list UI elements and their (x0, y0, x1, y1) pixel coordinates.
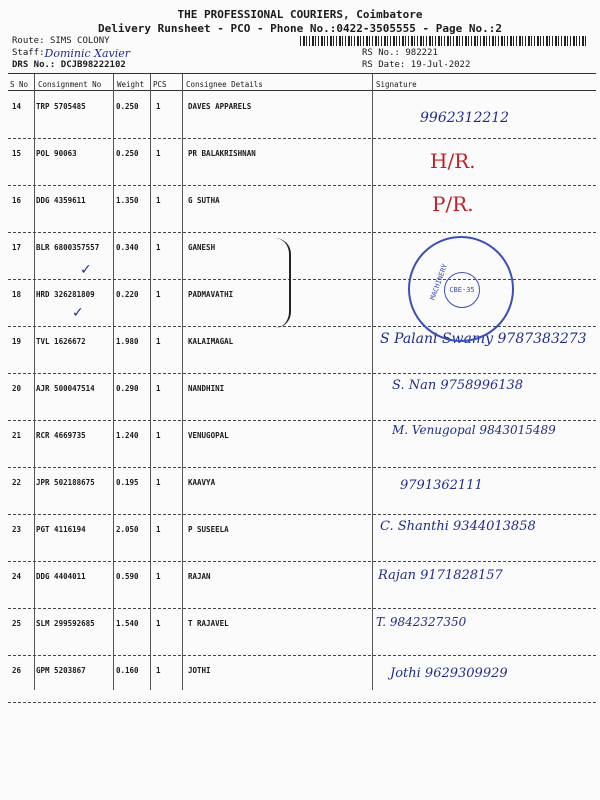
signature-handwriting: S Palani Swamy 9787383273 (380, 331, 587, 347)
sno-cell: 17 (12, 243, 22, 252)
table-row (8, 515, 596, 562)
signature-handwriting: 9962312212 (420, 110, 510, 126)
consignee-cell: PR BALAKRISHNAN (188, 149, 256, 158)
consignee-cell: T RAJAVEL (188, 619, 229, 628)
rs-date-line (362, 60, 470, 71)
table-row (8, 421, 596, 468)
pcs-cell: 1 (156, 149, 161, 158)
staff-label: Staff: (12, 48, 45, 58)
table-row (8, 468, 596, 515)
consignee-cell: RAJAN (188, 572, 211, 581)
col-consignee-header: Consignee Details (186, 80, 263, 89)
drs-line (12, 60, 126, 71)
rs-date-value: 19-Jul-2022 (410, 60, 471, 70)
barcode (300, 36, 588, 46)
table-row (8, 609, 596, 656)
company-seal-stamp (408, 236, 514, 342)
consignment-cell: RCR 4669735 (36, 431, 86, 440)
consignment-cell: TVL 1626672 (36, 337, 86, 346)
consignment-cell: DDG 4359611 (36, 196, 86, 205)
route-label: Route: (12, 36, 45, 46)
weight-cell: 1.540 (116, 619, 139, 628)
signature-handwriting: T. 9842327350 (376, 615, 467, 629)
consignment-cell: TRP 5705485 (36, 102, 86, 111)
header-bottom-border (8, 90, 596, 91)
sno-cell: 22 (12, 478, 22, 487)
signature-handwriting: Jothi 9629309929 (390, 666, 508, 681)
pcs-cell: 1 (156, 102, 161, 111)
table-row (8, 92, 596, 139)
pcs-cell: 1 (156, 384, 161, 393)
stamp-ring-text: MACHINERY (428, 262, 450, 302)
row-separator (8, 702, 596, 703)
table-row (8, 656, 596, 703)
col-sno-header: S No (10, 80, 29, 89)
pcs-cell: 1 (156, 290, 161, 299)
sno-cell: 18 (12, 290, 22, 299)
consignee-cell: KALAIMAGAL (188, 337, 234, 346)
consignment-cell: BLR 6800357557 (36, 243, 100, 252)
col-pcs-header: PCS (153, 80, 167, 89)
consignment-cell: JPR 502188675 (36, 478, 95, 487)
signature-handwriting: Rajan 9171828157 (378, 568, 503, 583)
sno-cell: 23 (12, 525, 22, 534)
rs-no-value: 982221 (405, 48, 438, 58)
sno-cell: 21 (12, 431, 22, 440)
table-row (8, 186, 596, 233)
consignment-cell: AJR 500047514 (36, 384, 95, 393)
weight-cell: 0.195 (116, 478, 139, 487)
consignment-cell: POL 90063 (36, 149, 77, 158)
pcs-cell: 1 (156, 525, 161, 534)
col-signature-header: Signature (376, 80, 417, 89)
sno-cell: 20 (12, 384, 22, 393)
rs-no-line (362, 48, 438, 59)
drs-label: DRS No.: (12, 60, 56, 70)
weight-cell: 0.340 (116, 243, 139, 252)
consignee-cell: KAAVYA (188, 478, 216, 487)
signature-handwriting: C. Shanthi 9344013858 (380, 519, 536, 534)
pcs-cell: 1 (156, 619, 161, 628)
table-row (8, 327, 596, 374)
weight-cell: 0.290 (116, 384, 139, 393)
signature-handwriting: P/R. (432, 192, 474, 216)
consignee-cell: GANESH (188, 243, 216, 252)
consignment-cell: HRD 326281809 (36, 290, 95, 299)
table-row (8, 139, 596, 186)
weight-cell: 0.160 (116, 666, 139, 675)
col-consignment-header: Consignment No (38, 80, 102, 89)
weight-cell: 2.050 (116, 525, 139, 534)
pcs-cell: 1 (156, 431, 161, 440)
consignee-cell: P SUSEELA (188, 525, 229, 534)
consignee-cell: G SUTHA (188, 196, 220, 205)
col-weight-header: Weight (117, 80, 145, 89)
consignee-cell: DAVES APPARELS (188, 102, 252, 111)
consignee-cell: PADMAVATHI (188, 290, 234, 299)
drs-value: DCJB98222102 (60, 60, 126, 70)
weight-cell: 1.980 (116, 337, 139, 346)
consignment-cell: DDG 4404011 (36, 572, 86, 581)
weight-cell: 0.220 (116, 290, 139, 299)
signature-handwriting: H/R. (430, 149, 476, 173)
table-row (8, 374, 596, 421)
weight-cell: 0.590 (116, 572, 139, 581)
route-value: SIMS COLONY (49, 36, 110, 46)
rs-date-label: RS Date: (362, 60, 406, 70)
staff-value: Dominic Xavier (44, 47, 131, 60)
runsheet-subtitle: Delivery Runsheet - PCO - Phone No.:0422-3505555 - Page No.:2 (98, 22, 502, 35)
signature-handwriting: M. Venugopal 9843015489 (392, 423, 556, 437)
sno-cell: 16 (12, 196, 22, 205)
sno-cell: 14 (12, 102, 22, 111)
bracket-mark (275, 238, 291, 328)
rs-no-label: RS No.: (362, 48, 400, 58)
stamp-center-text: CBE-35 (444, 272, 480, 308)
pcs-cell: 1 (156, 666, 161, 675)
consignee-cell: NANDHINI (188, 384, 225, 393)
weight-cell: 0.250 (116, 149, 139, 158)
tick-mark: ✓ (72, 305, 84, 321)
company-title: THE PROFESSIONAL COURIERS, Coimbatore (177, 8, 423, 21)
pcs-cell: 1 (156, 337, 161, 346)
consignee-cell: JOTHI (188, 666, 211, 675)
table-row (8, 562, 596, 609)
table-top-border (8, 73, 596, 74)
sno-cell: 24 (12, 572, 22, 581)
consignment-cell: GPM 5203867 (36, 666, 86, 675)
weight-cell: 1.240 (116, 431, 139, 440)
sno-cell: 25 (12, 619, 22, 628)
weight-cell: 1.350 (116, 196, 139, 205)
consignment-cell: PGT 4116194 (36, 525, 86, 534)
pcs-cell: 1 (156, 243, 161, 252)
sno-cell: 15 (12, 149, 22, 158)
pcs-cell: 1 (156, 478, 161, 487)
route-line (12, 36, 110, 47)
tick-mark: ✓ (80, 262, 92, 278)
sno-cell: 19 (12, 337, 22, 346)
pcs-cell: 1 (156, 572, 161, 581)
signature-handwriting: 9791362111 (400, 478, 483, 493)
consignee-cell: VENUGOPAL (188, 431, 229, 440)
sno-cell: 26 (12, 666, 22, 675)
consignment-cell: SLM 299592685 (36, 619, 95, 628)
signature-handwriting: S. Nan 9758996138 (392, 378, 524, 393)
staff-line (12, 47, 131, 60)
pcs-cell: 1 (156, 196, 161, 205)
weight-cell: 0.250 (116, 102, 139, 111)
